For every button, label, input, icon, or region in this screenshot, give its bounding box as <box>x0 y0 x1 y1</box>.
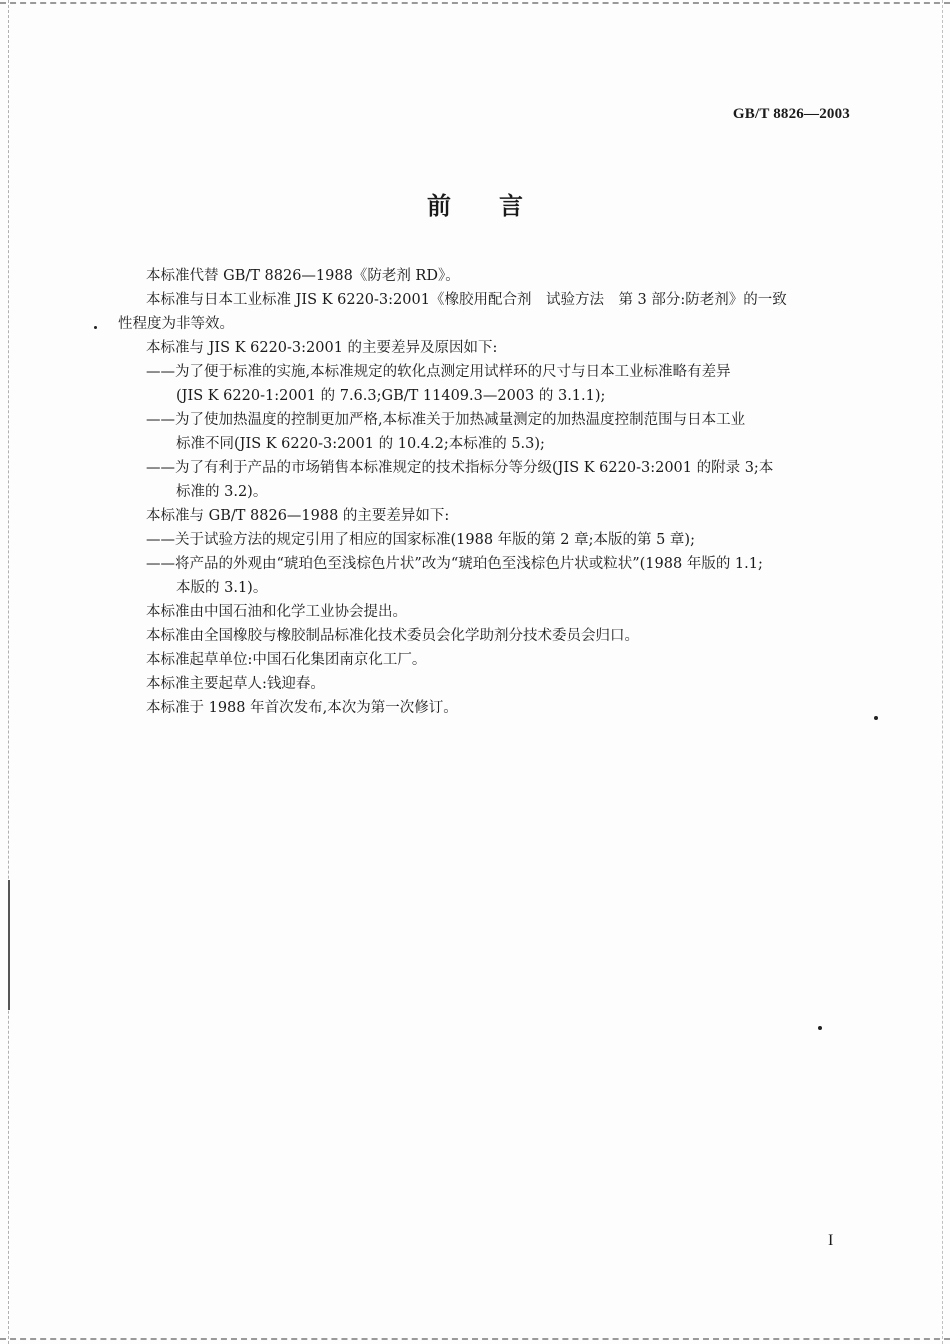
scan-smudge <box>8 880 10 1010</box>
page-number: I <box>828 1232 834 1249</box>
dash-item-continuation: (JIS K 6220-1:2001 的 7.6.3;GB/T 11409.3—2003 的 3.1.1); <box>176 388 606 404</box>
paragraph: 本标准代替 GB/T 8826—1988《防老剂 RD》。 <box>146 268 460 284</box>
dash-item-continuation: 标准不同(JIS K 6220-3:2001 的 10.4.2;本标准的 5.3); <box>176 436 545 452</box>
dash-item: ——为了使加热温度的控制更加严格,本标准关于加热减量测定的加热温度控制范围与日本工业 <box>146 412 746 428</box>
standard-code: GB/T 8826—2003 <box>732 106 850 122</box>
paragraph: 本标准由全国橡胶与橡胶制品标准化技术委员会化学助剂分技术委员会归口。 <box>146 628 639 644</box>
paragraph: 本标准主要起草人:钱迎春。 <box>146 676 325 692</box>
dash-item: ——关于试验方法的规定引用了相应的国家标准(1988 年版的第 2 章;本版的第 5 章); <box>146 532 695 548</box>
paragraph: 本标准与 JIS K 6220-3:2001 的主要差异及原因如下: <box>146 340 498 356</box>
dash-item: ——将产品的外观由“琥珀色至浅棕色片状”改为“琥珀色至浅棕色片状或粒状”(1988 年版的 1.1; <box>146 556 763 572</box>
dash-item-continuation: 标准的 3.2)。 <box>176 484 268 500</box>
scan-speck <box>94 326 97 329</box>
paragraph: 本标准由中国石油和化学工业协会提出。 <box>146 604 407 620</box>
page-title: 前言 <box>427 192 571 220</box>
paragraph: 本标准于 1988 年首次发布,本次为第一次修订。 <box>146 700 458 716</box>
dash-item-continuation: 本版的 3.1)。 <box>176 580 268 596</box>
foreword-body <box>118 264 852 720</box>
scan-speck <box>818 1026 822 1030</box>
dash-item: ——为了有利于产品的市场销售本标准规定的技术指标分等分级(JIS K 6220-3:2001 的附录 3;本 <box>146 460 774 476</box>
paragraph: 本标准与日本工业标准 JIS K 6220-3:2001《橡胶用配合剂 试验方法 第 3 部分:防老剂》的一致 <box>146 292 787 308</box>
scan-speck <box>874 716 878 720</box>
scan-edge-top <box>0 2 950 4</box>
paragraph: 本标准与 GB/T 8826—1988 的主要差异如下: <box>146 508 450 524</box>
dash-item: ——为了便于标准的实施,本标准规定的软化点测定用试样环的尺寸与日本工业标准略有差异 <box>146 364 731 380</box>
paragraph-continuation: 性程度为非等效。 <box>118 316 234 332</box>
scan-edge-bottom <box>0 1338 950 1340</box>
paragraph: 本标准起草单位:中国石化集团南京化工厂。 <box>146 652 427 668</box>
